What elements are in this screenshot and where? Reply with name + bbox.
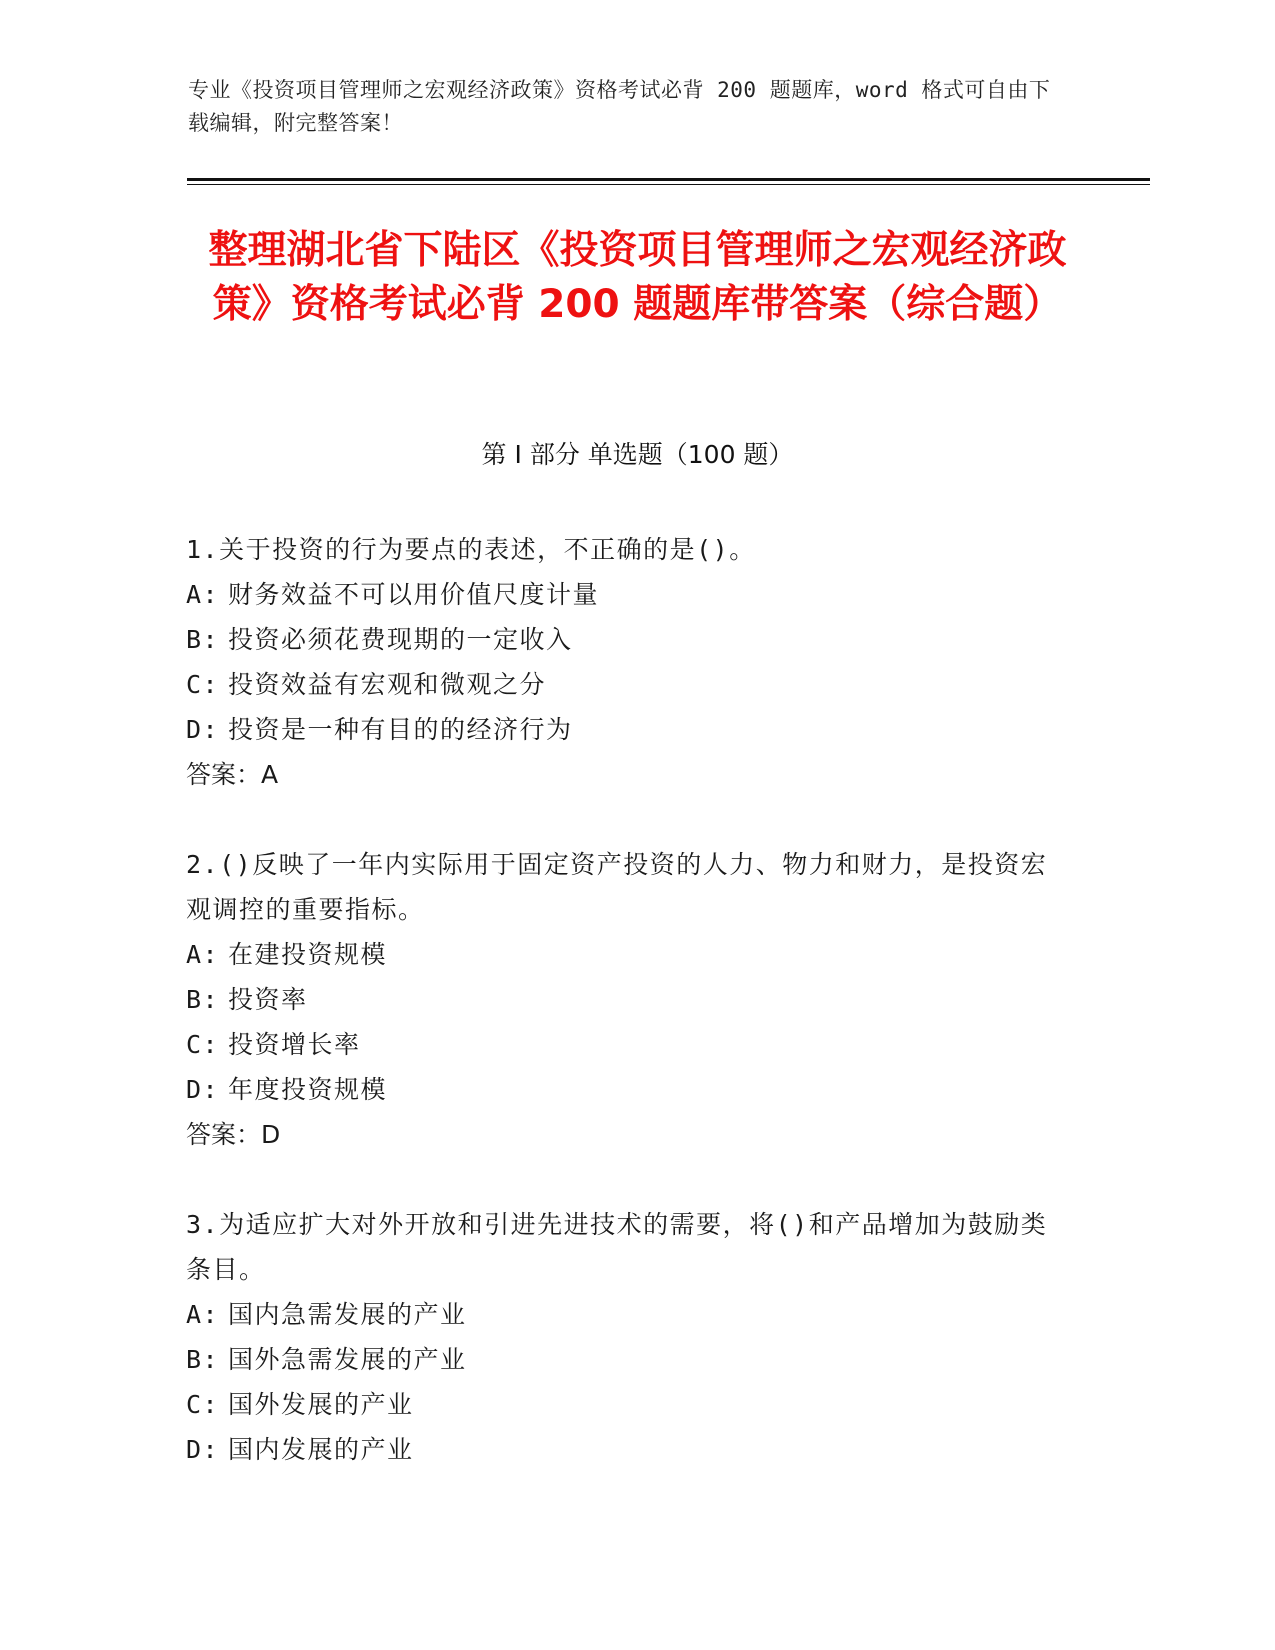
- option-text: 财务效益不可以用价值尺度计量: [228, 580, 600, 609]
- option-letter: B:: [186, 625, 220, 654]
- option-text: 国外急需发展的产业: [228, 1345, 467, 1374]
- option-letter: C:: [186, 1390, 220, 1419]
- option-text: 投资必须花费现期的一定收入: [228, 625, 573, 654]
- option-b: [186, 977, 1066, 1022]
- option-a: [186, 572, 1066, 617]
- question-stem: 3.为适应扩大对外开放和引进先进技术的需要，将()和产品增加为鼓励类条目。: [186, 1210, 1048, 1284]
- option-text: 国内急需发展的产业: [228, 1300, 467, 1329]
- answer-line: 答案：D: [186, 1120, 281, 1149]
- option-b: [186, 617, 1066, 662]
- header-rule-thin: [187, 184, 1150, 185]
- option-d: [186, 707, 1066, 752]
- option-letter: D:: [186, 1075, 220, 1104]
- option-letter: B:: [186, 1345, 220, 1374]
- option-text: 国外发展的产业: [228, 1390, 414, 1419]
- option-d: [186, 1067, 1066, 1112]
- option-text: 投资是一种有目的的经济行为: [228, 715, 573, 744]
- option-text: 投资增长率: [228, 1030, 361, 1059]
- question-3: [186, 1202, 1066, 1472]
- option-letter: C:: [186, 670, 220, 699]
- option-letter: A:: [186, 940, 220, 969]
- option-b: [186, 1337, 1066, 1382]
- section-heading: 第 I 部分 单选题（100 题）: [481, 440, 794, 469]
- question-list: [186, 527, 1066, 1517]
- option-letter: B:: [186, 985, 220, 1014]
- option-text: 投资效益有宏观和微观之分: [228, 670, 547, 699]
- question-stem: 2.()反映了一年内实际用于固定资产投资的人力、物力和财力，是投资宏观调控的重要指标。: [186, 850, 1048, 924]
- option-c: [186, 662, 1066, 707]
- option-letter: D:: [186, 715, 220, 744]
- question-stem: 1.关于投资的行为要点的表述，不正确的是()。: [186, 535, 756, 564]
- option-letter: A:: [186, 1300, 220, 1329]
- option-letter: D:: [186, 1435, 220, 1464]
- header-rule-thick: [187, 178, 1150, 181]
- option-text: 投资率: [228, 985, 308, 1014]
- option-letter: A:: [186, 580, 220, 609]
- option-text: 在建投资规模: [228, 940, 388, 969]
- header-note: 专业《投资项目管理师之宏观经济政策》资格考试必背 200 题题库，word 格式可自由下载编辑，附完整答案！: [188, 78, 1051, 135]
- question-1: [186, 527, 1066, 797]
- option-letter: C:: [186, 1030, 220, 1059]
- option-c: [186, 1382, 1066, 1427]
- document-title: 整理湖北省下陆区《投资项目管理师之宏观经济政策》资格考试必背 200 题题库带答案（综合题）: [208, 228, 1067, 327]
- answer-line: 答案：A: [186, 760, 279, 789]
- option-text: 年度投资规模: [228, 1075, 388, 1104]
- question-2: [186, 842, 1066, 1157]
- option-a: [186, 932, 1066, 977]
- option-a: [186, 1292, 1066, 1337]
- option-d: [186, 1427, 1066, 1472]
- option-c: [186, 1022, 1066, 1067]
- option-text: 国内发展的产业: [228, 1435, 414, 1464]
